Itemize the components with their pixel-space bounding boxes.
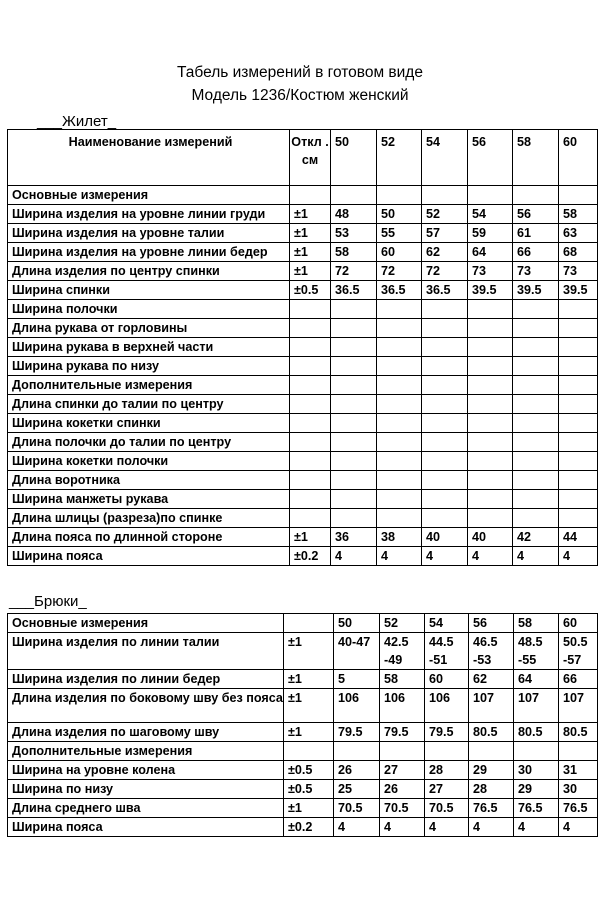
value-cell: 4 — [331, 547, 377, 566]
value-cell: 4 — [514, 818, 559, 837]
value-cell — [559, 509, 598, 528]
tolerance-cell — [290, 186, 331, 205]
vest-header-row — [8, 130, 598, 186]
tolerance-cell: ±0.2 — [284, 818, 334, 837]
value-cell — [422, 452, 468, 471]
value-cell — [331, 186, 377, 205]
value-cell: 4 — [469, 818, 514, 837]
value-cell: 50.5 -57 — [559, 633, 598, 670]
value-cell: 48 — [331, 205, 377, 224]
value-cell — [513, 338, 559, 357]
value-cell — [422, 186, 468, 205]
value-cell — [422, 509, 468, 528]
measurement-name: Длина спинки до талии по центру — [8, 395, 290, 414]
table-row — [8, 509, 598, 528]
header-size-52: 52 — [377, 130, 422, 186]
value-cell: 70.5 — [425, 799, 469, 818]
value-cell: 28 — [425, 761, 469, 780]
value-cell — [468, 490, 513, 509]
value-cell — [513, 319, 559, 338]
value-cell: 30 — [559, 780, 598, 799]
value-cell — [331, 452, 377, 471]
table-row — [8, 376, 598, 395]
value-cell: 46.5 -53 — [469, 633, 514, 670]
value-cell — [422, 300, 468, 319]
value-cell: 42.5 -49 — [380, 633, 425, 670]
value-cell — [331, 414, 377, 433]
measurement-name: Ширина изделия на уровне линии бедер — [8, 243, 290, 262]
value-cell — [377, 414, 422, 433]
tolerance-cell: ±1 — [284, 670, 334, 689]
value-cell — [513, 395, 559, 414]
value-cell: 106 — [334, 689, 380, 723]
value-cell: 40-47 — [334, 633, 380, 670]
measurement-name: Длина шлицы (разреза)по спинке — [8, 509, 290, 528]
value-cell — [514, 742, 559, 761]
value-cell — [331, 338, 377, 357]
value-cell: 29 — [469, 761, 514, 780]
value-cell — [377, 395, 422, 414]
table-row — [8, 281, 598, 300]
value-cell: 26 — [380, 780, 425, 799]
table-row — [8, 818, 598, 837]
header-size-50: 50 — [331, 130, 377, 186]
value-cell: 56 — [469, 614, 514, 633]
value-cell: 31 — [559, 761, 598, 780]
measurement-name: Основные измерения — [8, 614, 284, 633]
table-row — [8, 742, 598, 761]
value-cell: 36.5 — [422, 281, 468, 300]
tolerance-cell: ±1 — [290, 205, 331, 224]
measurement-name: Ширина на уровне колена — [8, 761, 284, 780]
pants-measurements-table — [7, 613, 598, 837]
value-cell — [513, 509, 559, 528]
value-cell: 59 — [468, 224, 513, 243]
value-cell: 30 — [514, 761, 559, 780]
value-cell: 4 — [559, 818, 598, 837]
measurement-name: Ширина изделия на уровне талии — [8, 224, 290, 243]
tolerance-cell — [284, 614, 334, 633]
value-cell — [422, 490, 468, 509]
tolerance-cell: ±0.2 — [290, 547, 331, 566]
measurement-name: Ширина по низу — [8, 780, 284, 799]
measurement-name: Длина изделия по шаговому шву — [8, 723, 284, 742]
measurement-name: Длина пояса по длинной стороне — [8, 528, 290, 547]
value-cell — [513, 490, 559, 509]
value-cell — [513, 300, 559, 319]
value-cell: 54 — [425, 614, 469, 633]
tolerance-cell — [290, 471, 331, 490]
value-cell: 58 — [514, 614, 559, 633]
table-row — [8, 799, 598, 818]
value-cell — [559, 433, 598, 452]
value-cell — [513, 433, 559, 452]
value-cell: 58 — [559, 205, 598, 224]
value-cell — [377, 338, 422, 357]
tolerance-cell: ±1 — [284, 633, 334, 670]
measurement-name: Длина среднего шва — [8, 799, 284, 818]
value-cell: 44 — [559, 528, 598, 547]
measurement-name: Ширина кокетки полочки — [8, 452, 290, 471]
value-cell — [468, 433, 513, 452]
tolerance-cell: ±0.5 — [284, 761, 334, 780]
value-cell: 4 — [380, 818, 425, 837]
value-cell: 36.5 — [331, 281, 377, 300]
tolerance-cell — [290, 414, 331, 433]
value-cell — [513, 357, 559, 376]
value-cell: 73 — [559, 262, 598, 281]
value-cell: 4 — [425, 818, 469, 837]
value-cell — [422, 319, 468, 338]
table-row — [8, 780, 598, 799]
value-cell: 107 — [469, 689, 514, 723]
value-cell: 80.5 — [514, 723, 559, 742]
value-cell — [559, 490, 598, 509]
value-cell — [513, 376, 559, 395]
value-cell: 72 — [422, 262, 468, 281]
measurement-name: Дополнительные измерения — [8, 742, 284, 761]
tolerance-cell: ±1 — [284, 723, 334, 742]
value-cell: 40 — [422, 528, 468, 547]
value-cell: 57 — [422, 224, 468, 243]
value-cell — [377, 452, 422, 471]
value-cell — [331, 433, 377, 452]
value-cell — [468, 319, 513, 338]
value-cell — [513, 186, 559, 205]
table-row — [8, 186, 598, 205]
measurement-name: Ширина пояса — [8, 818, 284, 837]
value-cell — [559, 338, 598, 357]
measurement-name: Ширина изделия по линии бедер — [8, 670, 284, 689]
value-cell: 70.5 — [380, 799, 425, 818]
value-cell: 62 — [469, 670, 514, 689]
value-cell: 5 — [334, 670, 380, 689]
measurement-name: Длина полочки до талии по центру — [8, 433, 290, 452]
value-cell — [334, 742, 380, 761]
header-size-60: 60 — [559, 130, 598, 186]
value-cell: 52 — [380, 614, 425, 633]
value-cell: 66 — [559, 670, 598, 689]
table-row — [8, 433, 598, 452]
measurement-name: Ширина изделия на уровне линии груди — [8, 205, 290, 224]
value-cell: 72 — [331, 262, 377, 281]
table-row — [8, 723, 598, 742]
value-cell: 36 — [331, 528, 377, 547]
value-cell — [468, 357, 513, 376]
value-cell: 106 — [425, 689, 469, 723]
tolerance-cell — [290, 509, 331, 528]
tolerance-cell — [290, 395, 331, 414]
value-cell — [513, 471, 559, 490]
value-cell: 28 — [469, 780, 514, 799]
tolerance-cell: ±1 — [290, 262, 331, 281]
table-row — [8, 689, 598, 723]
value-cell: 63 — [559, 224, 598, 243]
measurement-name: Ширина полочки — [8, 300, 290, 319]
value-cell — [331, 509, 377, 528]
value-cell: 60 — [559, 614, 598, 633]
value-cell — [377, 433, 422, 452]
measurement-name: Длина воротника — [8, 471, 290, 490]
value-cell: 50 — [377, 205, 422, 224]
document-title: Табель измерений в готовом виде — [177, 64, 423, 81]
value-cell: 4 — [377, 547, 422, 566]
value-cell: 73 — [468, 262, 513, 281]
value-cell: 39.5 — [513, 281, 559, 300]
value-cell — [377, 300, 422, 319]
value-cell: 42 — [513, 528, 559, 547]
table-row — [8, 357, 598, 376]
value-cell: 4 — [334, 818, 380, 837]
measurement-name: Длина изделия по центру спинки — [8, 262, 290, 281]
table-row — [8, 761, 598, 780]
table-row — [8, 633, 598, 670]
value-cell: 27 — [380, 761, 425, 780]
vest-section-label: ___Жилет_ — [37, 113, 117, 130]
tolerance-cell: ±1 — [290, 224, 331, 243]
value-cell — [377, 509, 422, 528]
value-cell — [468, 509, 513, 528]
value-cell: 55 — [377, 224, 422, 243]
tolerance-cell — [290, 452, 331, 471]
value-cell — [422, 395, 468, 414]
table-row — [8, 224, 598, 243]
tolerance-cell: ±1 — [284, 689, 334, 723]
value-cell: 48.5 -55 — [514, 633, 559, 670]
table-row — [8, 319, 598, 338]
tolerance-cell — [290, 490, 331, 509]
value-cell: 54 — [468, 205, 513, 224]
value-cell: 39.5 — [468, 281, 513, 300]
value-cell: 70.5 — [334, 799, 380, 818]
tolerance-cell — [290, 376, 331, 395]
value-cell — [468, 338, 513, 357]
value-cell: 27 — [425, 780, 469, 799]
value-cell — [468, 452, 513, 471]
value-cell — [422, 338, 468, 357]
value-cell — [377, 376, 422, 395]
table-row — [8, 338, 598, 357]
value-cell — [468, 376, 513, 395]
value-cell: 60 — [377, 243, 422, 262]
value-cell: 79.5 — [334, 723, 380, 742]
value-cell — [422, 414, 468, 433]
table-row — [8, 205, 598, 224]
value-cell: 76.5 — [469, 799, 514, 818]
measurement-name: Ширина рукава по низу — [8, 357, 290, 376]
value-cell: 4 — [422, 547, 468, 566]
tolerance-cell — [290, 433, 331, 452]
value-cell — [377, 357, 422, 376]
value-cell: 76.5 — [514, 799, 559, 818]
value-cell — [422, 376, 468, 395]
table-row — [8, 528, 598, 547]
value-cell — [422, 357, 468, 376]
value-cell: 79.5 — [425, 723, 469, 742]
value-cell: 80.5 — [469, 723, 514, 742]
value-cell: 44.5 -51 — [425, 633, 469, 670]
header-size-56: 56 — [468, 130, 513, 186]
value-cell: 58 — [331, 243, 377, 262]
value-cell — [559, 357, 598, 376]
value-cell: 72 — [377, 262, 422, 281]
measurement-name: Ширина спинки — [8, 281, 290, 300]
tolerance-cell: ±0.5 — [284, 780, 334, 799]
table-row — [8, 670, 598, 689]
value-cell — [559, 414, 598, 433]
measurement-name: Ширина пояса — [8, 547, 290, 566]
tolerance-cell — [290, 357, 331, 376]
vest-measurements-table — [7, 129, 598, 566]
value-cell: 25 — [334, 780, 380, 799]
value-cell: 62 — [422, 243, 468, 262]
table-row — [8, 262, 598, 281]
tolerance-cell: ±0.5 — [290, 281, 331, 300]
measurement-name: Ширина кокетки спинки — [8, 414, 290, 433]
value-cell — [331, 471, 377, 490]
tolerance-cell — [290, 338, 331, 357]
value-cell — [468, 471, 513, 490]
value-cell: 4 — [559, 547, 598, 566]
header-tolerance: Откл . см — [290, 130, 331, 186]
measurement-name: Ширина рукава в верхней части — [8, 338, 290, 357]
value-cell — [331, 319, 377, 338]
value-cell — [377, 471, 422, 490]
value-cell — [559, 395, 598, 414]
measurement-name: Длина изделия по боковому шву без пояса — [8, 689, 284, 723]
value-cell: 58 — [380, 670, 425, 689]
value-cell: 40 — [468, 528, 513, 547]
value-cell — [559, 471, 598, 490]
value-cell — [559, 300, 598, 319]
value-cell: 53 — [331, 224, 377, 243]
value-cell: 76.5 — [559, 799, 598, 818]
value-cell — [377, 490, 422, 509]
value-cell — [559, 376, 598, 395]
value-cell — [513, 452, 559, 471]
tolerance-cell — [284, 742, 334, 761]
value-cell: 68 — [559, 243, 598, 262]
table-row — [8, 614, 598, 633]
value-cell: 80.5 — [559, 723, 598, 742]
value-cell: 4 — [513, 547, 559, 566]
header-measurement-name: Наименование измерений — [8, 130, 290, 186]
value-cell — [377, 319, 422, 338]
value-cell — [331, 357, 377, 376]
value-cell — [468, 414, 513, 433]
value-cell: 52 — [422, 205, 468, 224]
header-size-58: 58 — [513, 130, 559, 186]
value-cell — [468, 186, 513, 205]
value-cell: 73 — [513, 262, 559, 281]
value-cell — [559, 742, 598, 761]
value-cell: 106 — [380, 689, 425, 723]
value-cell — [559, 319, 598, 338]
value-cell: 79.5 — [380, 723, 425, 742]
value-cell: 38 — [377, 528, 422, 547]
table-row — [8, 414, 598, 433]
value-cell — [331, 395, 377, 414]
value-cell: 64 — [514, 670, 559, 689]
measurement-name: Ширина изделия по линии талии — [8, 633, 284, 670]
value-cell: 64 — [468, 243, 513, 262]
value-cell: 29 — [514, 780, 559, 799]
value-cell — [559, 186, 598, 205]
value-cell: 61 — [513, 224, 559, 243]
table-row — [8, 243, 598, 262]
header-size-54: 54 — [422, 130, 468, 186]
table-row — [8, 490, 598, 509]
measurement-name: Дополнительные измерения — [8, 376, 290, 395]
value-cell — [468, 395, 513, 414]
value-cell — [425, 742, 469, 761]
value-cell: 60 — [425, 670, 469, 689]
value-cell — [422, 433, 468, 452]
table-row — [8, 471, 598, 490]
value-cell: 107 — [559, 689, 598, 723]
value-cell — [331, 300, 377, 319]
value-cell — [513, 414, 559, 433]
value-cell: 26 — [334, 761, 380, 780]
measurement-name: Основные измерения — [8, 186, 290, 205]
value-cell: 66 — [513, 243, 559, 262]
document-subtitle: Модель 1236/Костюм женский — [191, 87, 409, 104]
tolerance-cell: ±1 — [290, 528, 331, 547]
tolerance-cell — [290, 300, 331, 319]
table-row — [8, 452, 598, 471]
measurement-name: Ширина манжеты рукава — [8, 490, 290, 509]
table-row — [8, 395, 598, 414]
value-cell: 36.5 — [377, 281, 422, 300]
value-cell: 56 — [513, 205, 559, 224]
pants-section-label: ___Брюки_ — [9, 593, 87, 610]
value-cell: 50 — [334, 614, 380, 633]
measurement-name: Длина рукава от горловины — [8, 319, 290, 338]
value-cell — [468, 300, 513, 319]
value-cell — [331, 490, 377, 509]
value-cell: 107 — [514, 689, 559, 723]
tolerance-cell: ±1 — [284, 799, 334, 818]
value-cell: 4 — [468, 547, 513, 566]
table-row — [8, 547, 598, 566]
value-cell — [380, 742, 425, 761]
value-cell — [331, 376, 377, 395]
value-cell — [469, 742, 514, 761]
table-row — [8, 300, 598, 319]
tolerance-cell: ±1 — [290, 243, 331, 262]
value-cell: 39.5 — [559, 281, 598, 300]
tolerance-cell — [290, 319, 331, 338]
value-cell — [422, 471, 468, 490]
value-cell — [377, 186, 422, 205]
value-cell — [559, 452, 598, 471]
